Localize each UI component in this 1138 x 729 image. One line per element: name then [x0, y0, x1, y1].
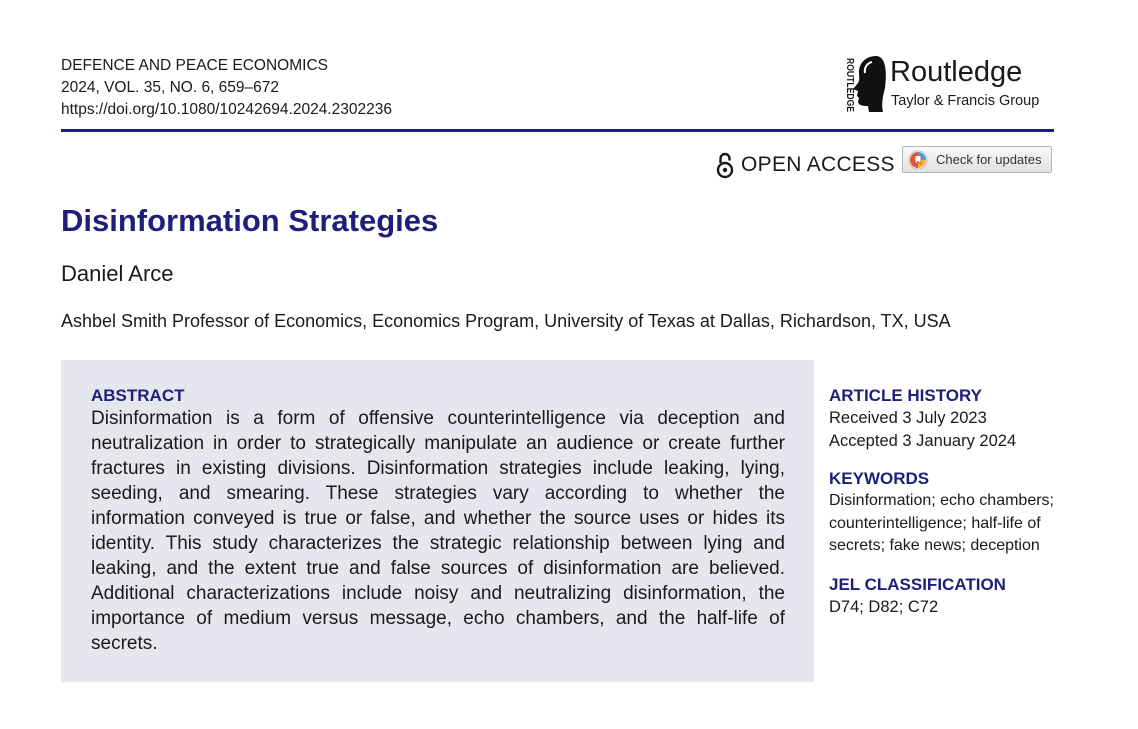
accepted-date: Accepted 3 January 2024 [829, 431, 1017, 450]
abstract-section [61, 360, 814, 682]
author-name: Daniel Arce [61, 261, 174, 286]
jel-codes: D74; D82; C72 [829, 597, 939, 616]
jel-heading: JEL CLASSIFICATION [829, 574, 1006, 594]
received-date: Received 3 July 2023 [829, 409, 987, 427]
doi-link[interactable]: https://doi.org/10.1080/10242694.2024.2302236 [61, 101, 392, 118]
article-history-heading: ARTICLE HISTORY [829, 386, 983, 405]
publisher-name: Routledge [890, 56, 1023, 88]
open-access-label: OPEN ACCESS [741, 153, 895, 176]
header-divider [61, 129, 1054, 132]
routledge-vertical-mark [836, 56, 856, 124]
abstract-text: Disinformation is a form of offensive counterintelligence via deception and neutralization in order to strategically manipulate an audience or create further fractures in existing divisions. Disinformation strategies include leaking, lying, seeding, and smearing. These strategies vary according to whether the information conveyed is true or false, and whether the source uses or hides its identity. This study characterizes the strategic relationship between lying and leaking, and the extent true and false sources of disinformation are believed. Additional characterizations include noisy and neutralizing disinformation, the importance of medium versus message, echo chambers, and the half-life of secrets. [91, 408, 785, 654]
journal-name: DEFENCE AND PEACE ECONOMICS [61, 57, 328, 74]
check-for-updates-button[interactable] [902, 146, 1052, 173]
crossmark-icon [908, 150, 928, 170]
keywords-list: Disinformation; echo chambers; counterintelligence; half-life of secrets; fake news; deception [829, 492, 1054, 554]
routledge-logo[interactable] [836, 54, 1056, 124]
check-for-updates-label: Check for updates [936, 152, 1042, 167]
keywords-heading: KEYWORDS [829, 469, 930, 488]
abstract-heading: ABSTRACT [91, 386, 185, 405]
publisher-group: Taylor & Francis Group [891, 93, 1040, 109]
profile-head-icon [850, 54, 886, 114]
article-metadata-sidebar [829, 385, 1057, 618]
author-affiliation: Ashbel Smith Professor of Economics, Economics Program, University of Texas at Dallas, Richardson, TX, USA [61, 311, 951, 331]
journal-info [61, 55, 392, 121]
journal-citation: 2024, VOL. 35, NO. 6, 659–672 [61, 79, 280, 96]
article-title: Disinformation Strategies [61, 203, 439, 238]
open-access-badge[interactable] [716, 150, 895, 180]
open-lock-icon [716, 151, 734, 179]
routledge-vertical-text: ROUTLEDGE [844, 58, 856, 124]
